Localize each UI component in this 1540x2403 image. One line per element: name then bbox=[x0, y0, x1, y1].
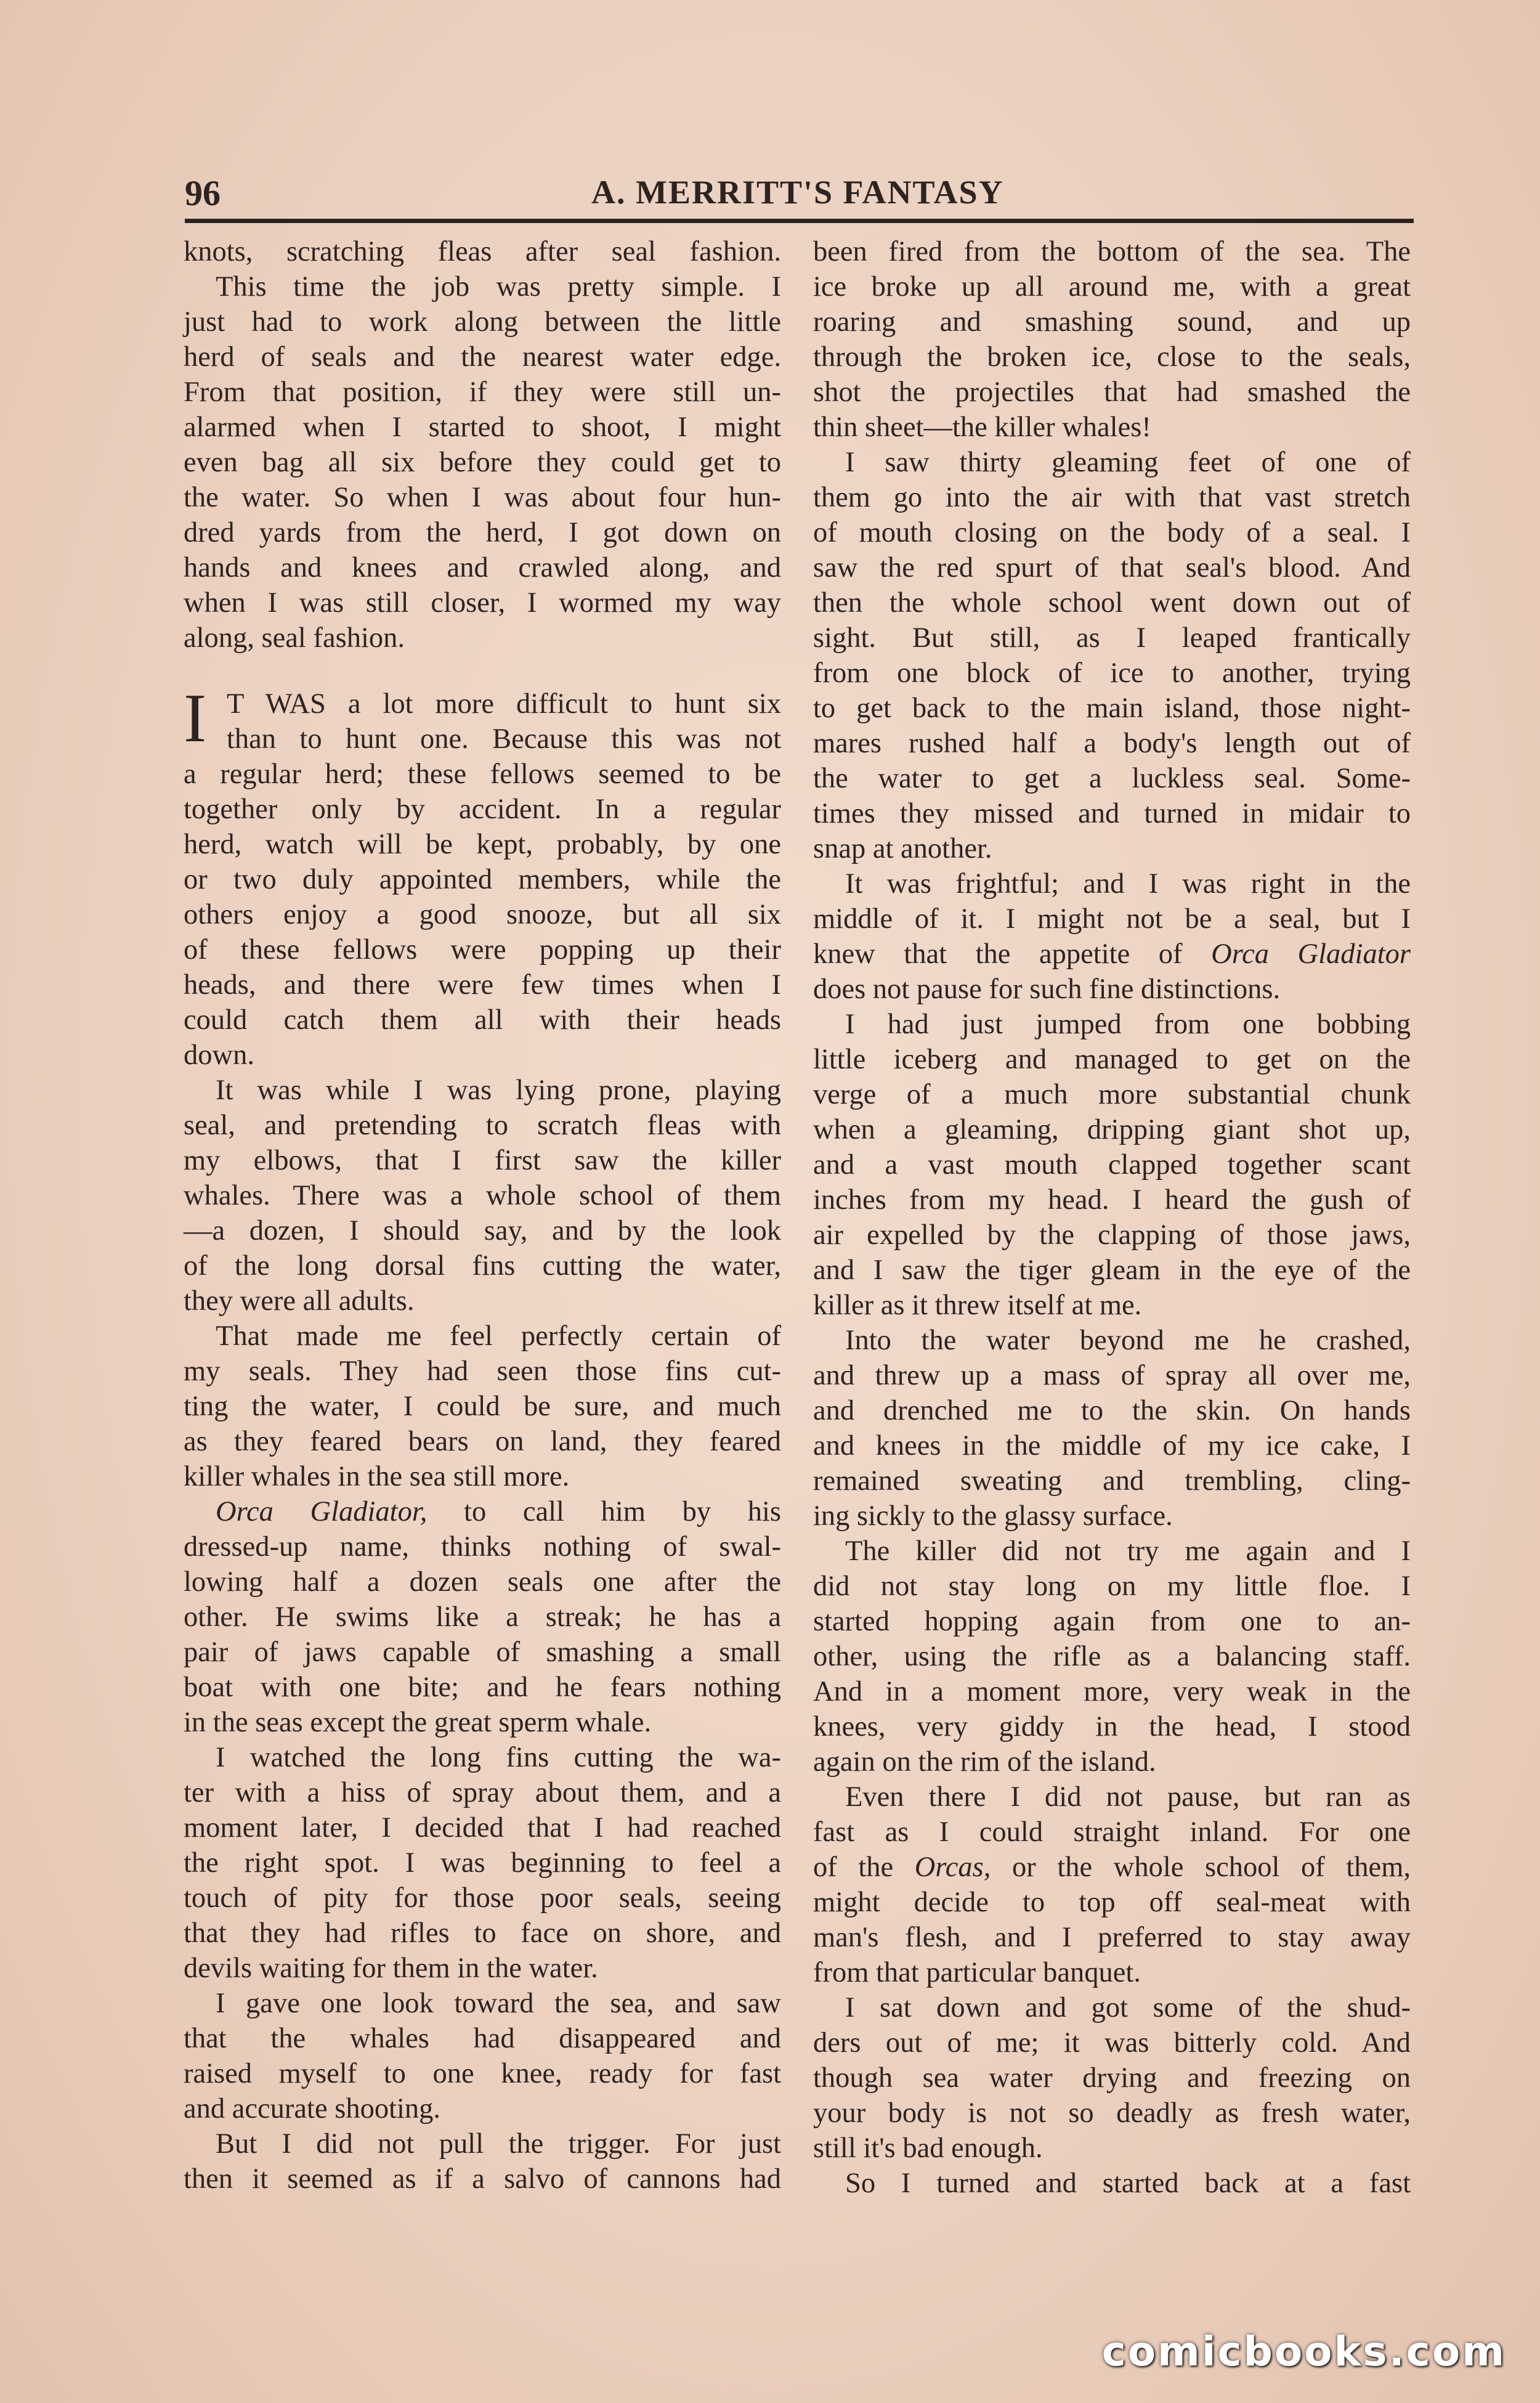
text-line: I had just jumped from one bobbing bbox=[845, 1009, 1411, 1040]
page-header bbox=[185, 169, 1414, 223]
text-line: I T WAS a lot more difficult to hunt six bbox=[184, 680, 781, 757]
text-line: fast as I could straight inland. For one bbox=[813, 1816, 1411, 1848]
text-line: shot the projectiles that had smashed the bbox=[813, 376, 1411, 408]
text-line: the water to get a luckless seal. Some- bbox=[813, 763, 1411, 794]
text-line: as they feared bears on land, they feared bbox=[184, 1426, 781, 1457]
text-line: then the whole school went down out of bbox=[813, 587, 1411, 619]
text-line: ter with a hiss of spray about them, and a bbox=[184, 1777, 781, 1808]
left-column bbox=[184, 234, 781, 2197]
text-line: herd, watch will be kept, probably, by one bbox=[184, 829, 781, 860]
text-line: been fired from the bottom of the sea. The bbox=[813, 236, 1411, 267]
text-line: just had to work along between the little bbox=[184, 306, 781, 338]
text-line: Orca Gladiator, to call him by his bbox=[216, 1496, 781, 1527]
text-line: sight. But still, as I leaped frantically bbox=[813, 622, 1411, 654]
text-line: and knees in the middle of my ice cake, I bbox=[813, 1430, 1411, 1462]
text-line: then it seemed as if a salvo of cannons had bbox=[184, 2163, 781, 2195]
text-line: Into the water beyond me he crashed, bbox=[845, 1325, 1411, 1356]
text-line: from one block of ice to another, trying bbox=[813, 657, 1411, 689]
text-line: knots, scratching fleas after seal fashion. bbox=[184, 236, 781, 267]
text-line: my elbows, that I first saw the killer bbox=[184, 1145, 781, 1176]
text-line: others enjoy a good snooze, but all six bbox=[184, 899, 781, 930]
section-break bbox=[184, 656, 781, 686]
text-line: That made me feel perfectly certain of bbox=[216, 1320, 781, 1352]
text-line: snap at another. bbox=[813, 833, 992, 864]
text-line: together only by accident. In a regular bbox=[184, 794, 781, 825]
text-line: them go into the air with that vast stretch bbox=[813, 482, 1411, 513]
text-line: dred yards from the herd, I got down on bbox=[184, 517, 781, 548]
text-line: The killer did not try me again and I bbox=[845, 1535, 1411, 1567]
text-line: herd of seals and the nearest water edge. bbox=[184, 341, 781, 373]
text-line: heads, and there were few times when I bbox=[184, 969, 781, 1001]
text-line: did not stay long on my little floe. I bbox=[813, 1571, 1411, 1602]
text-line: when I was still closer, I wormed my way bbox=[184, 587, 781, 619]
text-line: ders out of me; it was bitterly cold. And bbox=[813, 2027, 1411, 2059]
text-line: I saw thirty gleaming feet of one of bbox=[845, 447, 1411, 478]
text-line: still it's bad enough. bbox=[813, 2133, 1043, 2164]
text-line: I sat down and got some of the shud- bbox=[845, 1992, 1411, 2023]
text-line: when a gleaming, dripping giant shot up, bbox=[813, 1114, 1411, 1145]
text-line: raised myself to one knee, ready for fast bbox=[184, 2058, 781, 2089]
text-line: that they had rifles to face on shore, and bbox=[184, 1917, 781, 1949]
text-line: —a dozen, I should say, and by the look bbox=[184, 1215, 781, 1246]
text-line: though sea water drying and freezing on bbox=[813, 2062, 1411, 2094]
text-line: And in a moment more, very weak in the bbox=[813, 1676, 1411, 1707]
text-line: my seals. They had seen those fins cut- bbox=[184, 1356, 781, 1387]
text-line: a regular herd; these fellows seemed to be bbox=[184, 758, 781, 790]
text-line: knees, very giddy in the head, I stood bbox=[813, 1711, 1411, 1742]
text-line: whales. There was a whole school of them bbox=[184, 1180, 781, 1211]
text-line: I gave one look toward the sea, and saw bbox=[216, 1988, 781, 2019]
text-line: and drenched me to the skin. On hands bbox=[813, 1395, 1411, 1426]
text-line: touch of pity for those poor seals, seeing bbox=[184, 1882, 781, 1914]
text-line: of mouth closing on the body of a seal. I bbox=[813, 517, 1411, 548]
text-line: air expelled by the clapping of those jaws, bbox=[813, 1219, 1411, 1251]
text-line: inches from my head. I heard the gush of bbox=[813, 1184, 1411, 1216]
text-line: It was frightful; and I was right in the bbox=[845, 868, 1411, 900]
text-line: and a vast mouth clapped together scant bbox=[813, 1149, 1411, 1181]
text-line: times they missed and turned in midair to bbox=[813, 798, 1411, 829]
text-line: through the broken ice, close to the seals, bbox=[813, 341, 1411, 373]
text-line: the right spot. I was beginning to feel a bbox=[184, 1847, 781, 1879]
text-line: lowing half a dozen seals one after the bbox=[184, 1566, 781, 1598]
text-line: might decide to top off seal-meat with bbox=[813, 1887, 1411, 1918]
text-line: your body is not so deadly as fresh water, bbox=[813, 2097, 1411, 2129]
text-line: of the long dorsal fins cutting the water, bbox=[184, 1250, 781, 1282]
text-line: along, seal fashion. bbox=[184, 622, 405, 654]
watermark: comicbooks.com bbox=[1101, 2328, 1506, 2375]
text-line: than to hunt one. Because this was not bbox=[227, 723, 781, 755]
text-line: the water. So when I was about four hun- bbox=[184, 482, 781, 513]
text-line: roaring and smashing sound, and up bbox=[813, 306, 1411, 338]
text-line: and accurate shooting. bbox=[184, 2093, 441, 2124]
text-line: It was while I was lying prone, playing bbox=[216, 1075, 781, 1106]
text-line: started hopping again from one to an- bbox=[813, 1606, 1411, 1637]
text-line: thin sheet—the killer whales! bbox=[813, 412, 1151, 443]
text-line: ting the water, I could be sure, and much bbox=[184, 1391, 781, 1422]
text-line: I watched the long fins cutting the wa- bbox=[216, 1742, 781, 1773]
text-line: pair of jaws capable of smashing a small bbox=[184, 1637, 781, 1668]
text-line: knew that the appetite of Orca Gladiator bbox=[813, 938, 1411, 970]
text-line: man's flesh, and I preferred to stay away bbox=[813, 1922, 1411, 1953]
text-line: again on the rim of the island. bbox=[813, 1746, 1156, 1778]
text-line: moment later, I decided that I had reached bbox=[184, 1812, 781, 1844]
text-line: verge of a much more substantial chunk bbox=[813, 1079, 1411, 1110]
text-line: remained sweating and trembling, cling- bbox=[813, 1465, 1411, 1497]
text-line: mares rushed half a body's length out of bbox=[813, 728, 1411, 759]
text-line: seal, and pretending to scratch fleas with bbox=[184, 1110, 781, 1141]
page-number: 96 bbox=[185, 173, 221, 213]
text-line: This time the job was pretty simple. I bbox=[216, 271, 781, 303]
text-line: or two duly appointed members, while the bbox=[184, 864, 781, 895]
text-line: and threw up a mass of spray all over me, bbox=[813, 1360, 1411, 1391]
text-line: killer whales in the sea still more. bbox=[184, 1461, 570, 1492]
text-line: So I turned and started back at a fast bbox=[845, 2168, 1411, 2199]
text-line: of these fellows were popping up their bbox=[184, 934, 781, 966]
text-line: saw the red spurt of that seal's blood. And bbox=[813, 552, 1411, 583]
text-line: alarmed when I started to shoot, I might bbox=[184, 412, 781, 443]
text-line: hands and knees and crawled along, and bbox=[184, 552, 781, 583]
text-line: does not pause for such fine distinctions. bbox=[813, 974, 1281, 1005]
text-line: middle of it. I might not be a seal, but I bbox=[813, 903, 1411, 935]
text-line: from that particular banquet. bbox=[813, 1957, 1141, 1988]
drop-cap: I bbox=[184, 680, 207, 757]
text-line: in the seas except the great sperm whale. bbox=[184, 1707, 652, 1738]
text-line: dressed-up name, thinks nothing of swal- bbox=[184, 1531, 781, 1563]
text-line: could catch them all with their heads bbox=[184, 1004, 781, 1036]
right-column bbox=[813, 234, 1411, 2201]
text-line: of the Orcas, or the whole school of them, bbox=[813, 1852, 1411, 1883]
text-line: boat with one bite; and he fears nothing bbox=[184, 1672, 781, 1703]
text-line: they were all adults. bbox=[184, 1285, 415, 1317]
text-line: that the whales had disappeared and bbox=[184, 2023, 781, 2054]
text-line: down. bbox=[184, 1039, 254, 1071]
text-line: ing sickly to the glassy surface. bbox=[813, 1500, 1173, 1532]
text-line: killer as it threw itself at me. bbox=[813, 1290, 1142, 1321]
text-line: From that position, if they were still un- bbox=[184, 376, 781, 408]
text-line: But I did not pull the trigger. For just bbox=[216, 2128, 781, 2160]
text-line: other. He swims like a streak; he has a bbox=[184, 1601, 781, 1633]
text-line: other, using the rifle as a balancing staff. bbox=[813, 1641, 1411, 1672]
text-line: ice broke up all around me, with a great bbox=[813, 271, 1411, 303]
text-line: little iceberg and managed to get on the bbox=[813, 1044, 1411, 1075]
text-line: even bag all six before they could get to bbox=[184, 447, 781, 478]
text-line: to get back to the main island, those night- bbox=[813, 693, 1411, 724]
text-line: and I saw the tiger gleam in the eye of the bbox=[813, 1254, 1411, 1286]
text-line: devils waiting for them in the water. bbox=[184, 1953, 598, 1984]
running-title: A. MERRITT'S FANTASY bbox=[591, 174, 1004, 211]
text-line: Even there I did not pause, but ran as bbox=[845, 1781, 1411, 1813]
